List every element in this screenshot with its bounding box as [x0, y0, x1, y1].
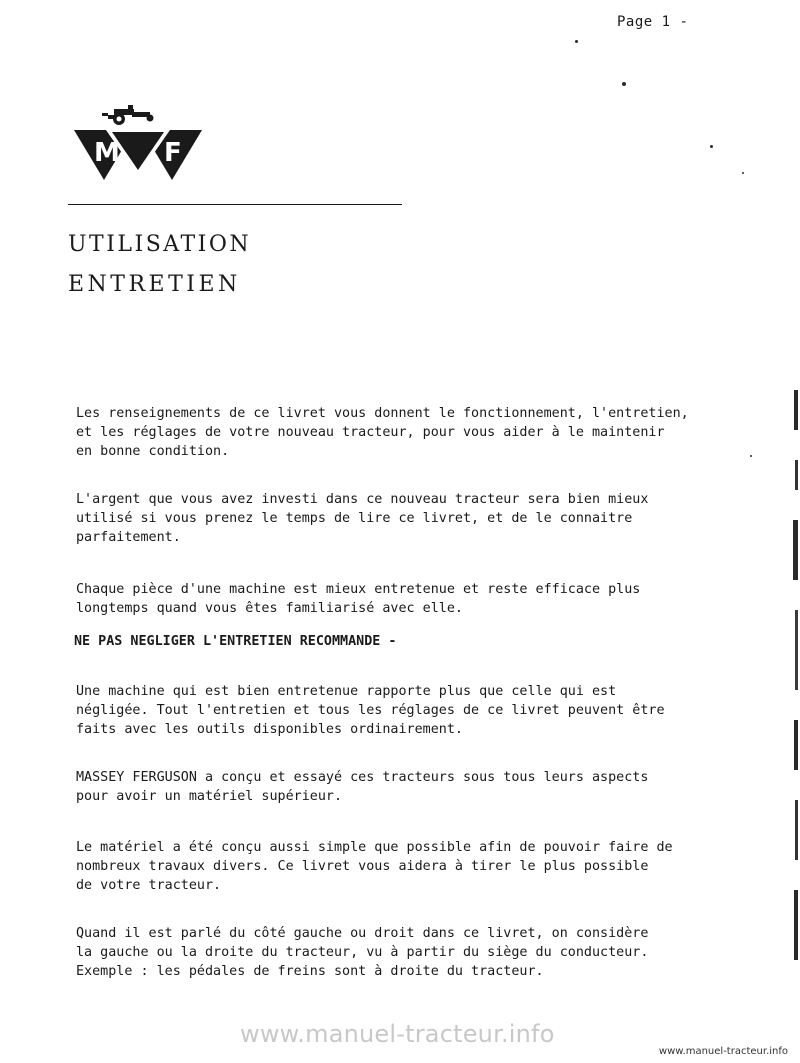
scan-edge-marks-icon	[788, 390, 800, 990]
paragraph-intro: Les renseignements de ce livret vous donnent le fonctionnement, l'entretien, et les réglages de votre nouveau tracteur, pour vous aider à le maintenir en bonne condition.	[76, 406, 689, 459]
title-line-1: UTILISATION	[68, 232, 252, 257]
page-number: Page 1 -	[617, 14, 689, 30]
paragraph-investment: L'argent que vous avez investi dans ce nouveau tracteur sera bien mieux utilisé si vous prenez le temps de lire ce livret, et de le connaitre parfaitement.	[76, 492, 649, 545]
header-divider	[68, 204, 402, 205]
tractor-silhouette-icon	[102, 105, 154, 125]
scan-speck	[742, 172, 744, 174]
paragraph-simplicity: Le matériel a été conçu aussi simple que possible afin de pouvoir faire de nombreux travaux divers. Ce livret vous aidera à tirer le plus possible de votre tracteur.	[76, 840, 673, 893]
paragraph-orientation: Quand il est parlé du côté gauche ou droit dans ce livret, on considère la gauche ou la droite du tracteur, vu à partir du siège du conducteur. Exemple : les pédales de freins sont à droite du tracteur.	[76, 926, 649, 979]
footer-url: www.manuel-tracteur.info	[658, 1046, 788, 1057]
scan-speck	[575, 40, 578, 43]
logo-letter-f: F	[164, 138, 182, 168]
massey-ferguson-logo-icon	[72, 100, 204, 184]
title-line-2: ENTRETIEN	[68, 272, 241, 297]
scan-speck	[622, 82, 626, 86]
paragraph-design: MASSEY FERGUSON a conçu et essayé ces tracteurs sous tous leurs aspects pour avoir un matériel supérieur.	[76, 770, 649, 804]
paragraph-warning: NE PAS NEGLIGER L'ENTRETIEN RECOMMANDE -	[74, 634, 397, 649]
scan-speck	[710, 145, 713, 148]
paragraph-familiarity: Chaque pièce d'une machine est mieux entretenue et reste efficace plus longtemps quand vous êtes familiarisé avec elle.	[76, 582, 641, 616]
scan-speck	[750, 455, 752, 457]
footer-watermark: www.manuel-tracteur.info	[240, 1020, 555, 1048]
logo-letter-m: M	[94, 138, 120, 168]
paragraph-maintenance: Une machine qui est bien entretenue rapporte plus que celle qui est négligée. Tout l'entretien et tous les réglages de ce livret peuvent être faits avec les outils disponibles ordinairement.	[76, 684, 665, 737]
